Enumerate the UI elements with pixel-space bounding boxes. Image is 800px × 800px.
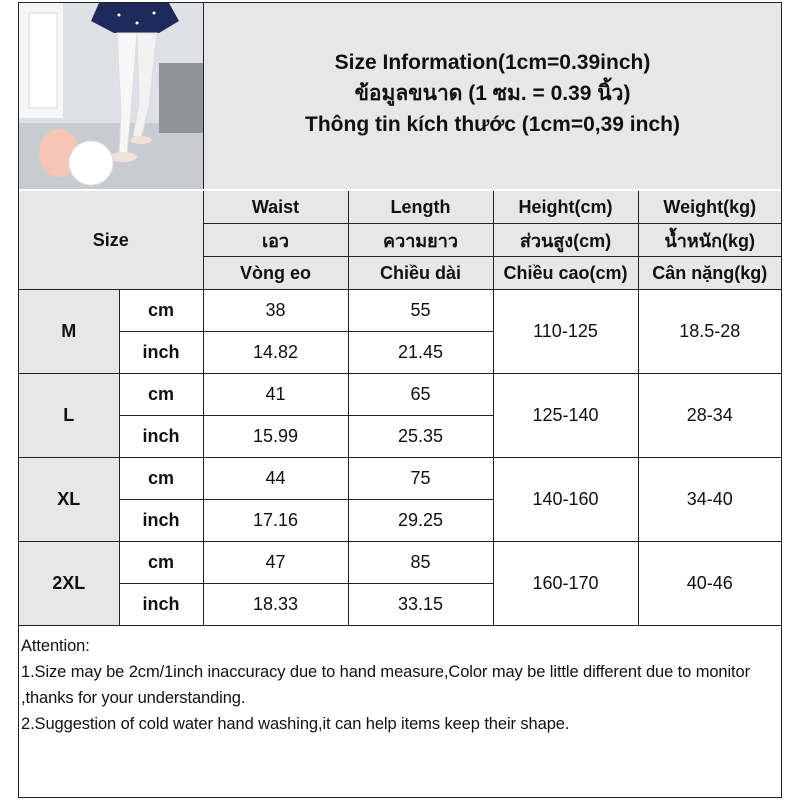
col-length-th: ความยาว: [348, 224, 493, 257]
waist-cm: 41: [203, 374, 348, 416]
length-inch: 21.45: [348, 332, 493, 374]
col-length-en: Length: [348, 191, 493, 224]
height-range: 160-170: [493, 542, 638, 626]
table-row: [19, 458, 781, 500]
weight-range: 28-34: [638, 374, 781, 458]
unit-inch: inch: [119, 500, 203, 542]
title-vietnamese: Thông tin kích thước (1cm=0,39 inch): [305, 112, 680, 136]
table-row: [19, 542, 781, 584]
table-row: [19, 290, 781, 332]
col-waist-vi: Vòng eo: [203, 257, 348, 290]
unit-cm: cm: [119, 290, 203, 332]
height-range: 140-160: [493, 458, 638, 542]
weight-range: 34-40: [638, 458, 781, 542]
size-cell: 2XL: [19, 542, 119, 626]
waist-cm: 47: [203, 542, 348, 584]
length-cm: 65: [348, 374, 493, 416]
attention-heading: Attention:: [21, 637, 90, 655]
length-cm: 85: [348, 542, 493, 584]
height-range: 110-125: [493, 290, 638, 374]
waist-inch: 18.33: [203, 584, 348, 626]
unit-cm: cm: [119, 458, 203, 500]
title-english: Size Information(1cm=0.39inch): [334, 50, 651, 74]
col-height-th: ส่วนสูง(cm): [493, 224, 638, 257]
weight-range: 18.5-28: [638, 290, 781, 374]
col-height-vi: Chiều cao(cm): [493, 257, 638, 290]
leggings-photo-illustration: [19, 3, 203, 189]
col-length-vi: Chiều dài: [348, 257, 493, 290]
unit-inch: inch: [119, 332, 203, 374]
col-weight-vi: Cân nặng(kg): [638, 257, 781, 290]
waist-cm: 44: [203, 458, 348, 500]
unit-cm: cm: [119, 542, 203, 584]
size-chart: [18, 2, 782, 798]
waist-inch: 15.99: [203, 416, 348, 458]
header: [19, 3, 781, 192]
col-weight-en: Weight(kg): [638, 191, 781, 224]
unit-inch: inch: [119, 416, 203, 458]
length-inch: 29.25: [348, 500, 493, 542]
table-row: [19, 374, 781, 416]
product-photo: [19, 3, 204, 189]
title-thai: ข้อมูลขนาด (1 ซม. = 0.39 นิ้ว): [354, 81, 631, 105]
unit-cm: cm: [119, 374, 203, 416]
size-cell: XL: [19, 458, 119, 542]
length-cm: 75: [348, 458, 493, 500]
attention-notes: [19, 631, 781, 737]
length-inch: 25.35: [348, 416, 493, 458]
attention-note-2: 2.Suggestion of cold water hand washing,it can help items keep their shape.: [21, 715, 570, 733]
col-height-en: Height(cm): [493, 191, 638, 224]
size-cell: M: [19, 290, 119, 374]
col-waist-en: Waist: [203, 191, 348, 224]
size-cell: L: [19, 374, 119, 458]
length-inch: 33.15: [348, 584, 493, 626]
weight-range: 40-46: [638, 542, 781, 626]
unit-inch: inch: [119, 584, 203, 626]
waist-cm: 38: [203, 290, 348, 332]
size-table: [19, 191, 781, 626]
waist-inch: 17.16: [203, 500, 348, 542]
title-block: [204, 3, 781, 189]
attention-note-1: 1.Size may be 2cm/1inch inaccuracy due to hand measure,Color may be little different due to monitor ,thanks for your understanding.: [21, 663, 751, 707]
height-range: 125-140: [493, 374, 638, 458]
size-header: Size: [19, 191, 203, 290]
col-waist-th: เอว: [203, 224, 348, 257]
waist-inch: 14.82: [203, 332, 348, 374]
col-weight-th: น้ำหนัก(kg): [638, 224, 781, 257]
length-cm: 55: [348, 290, 493, 332]
